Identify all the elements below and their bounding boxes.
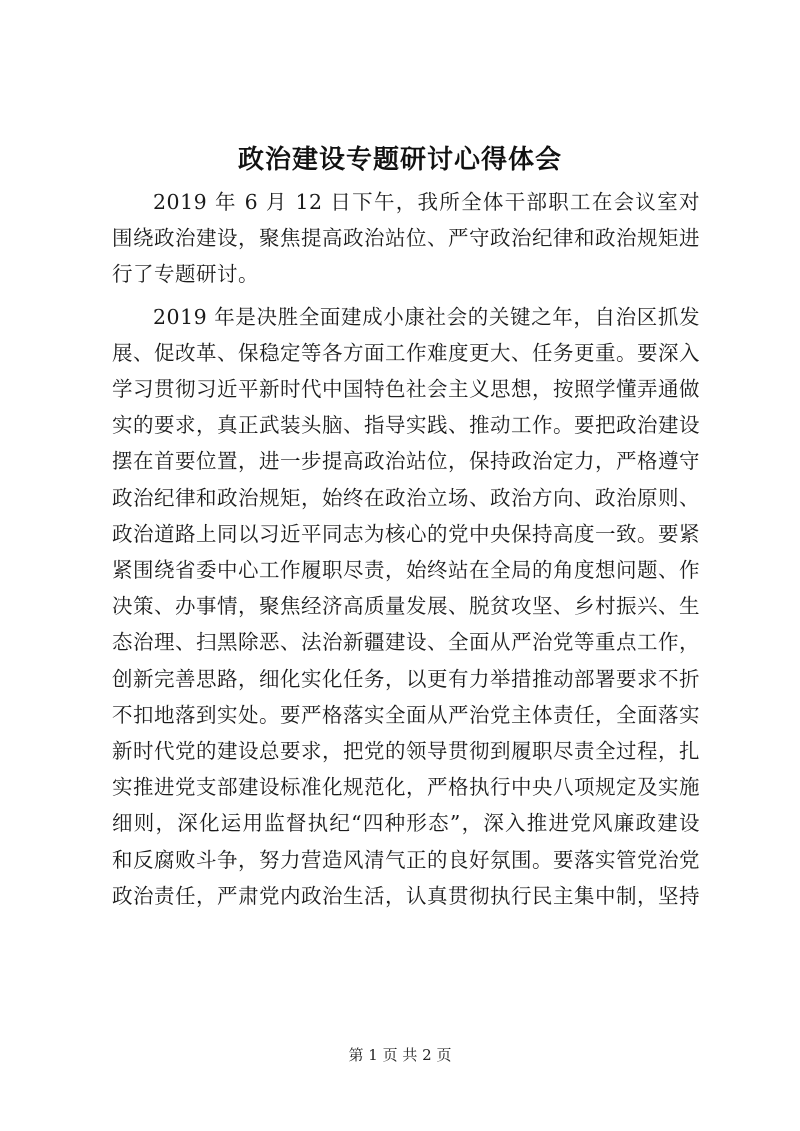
document-title: 政治建设专题研讨心得体会: [237, 145, 562, 175]
document-body: [112, 184, 700, 914]
paragraph-main: 2019 年是决胜全面建成小康社会的关键之年，自治区抓发展、促改革、保稳定等各方面工作难度更大、任务更重。要深入学习贯彻习近平新时代中国特色社会主义思想，按照学懂弄通做实的要求，真正武装头脑、指导实践、推动工作。要把政治建设摆在首要位置，进一步提高政治站位，保持政治定力，严格遵守政治纪律和政治规矩，始终在政治立场、政治方向、政治原则、政治道路上同以习近平同志为核心的党中央保持高度一致。要紧紧围绕省委中心工作履职尽责，始终站在全局的角度想问题、作决策、办事情，聚焦经济高质量发展、脱贫攻坚、乡村振兴、生态治理、扫黑除恶、法治新疆建设、全面从严治党等重点工作，创新完善思路，细化实化任务，以更有力举措推动部署要求不折不扣地落到实处。要严格落实全面从严治党主体责任，全面落实新时代党的建设总要求，把党的领导贯彻到履职尽责全过程，扎实推进党支部建设标准化规范化，严格执行中央八项规定及实施细则，深化运用监督执纪“四种形态”，深入推进党风廉政建设和反腐败斗争，努力营造风清气正的良好氛围。要落实管党治党政治责任，严肃党内政治生活，认真贯彻执行民主集中制，坚持: [112, 304, 700, 908]
paragraph-intro: 2019 年 6 月 12 日下午，我所全体干部职工在会议室对围绕政治建设，聚焦提高政治站位、严守政治纪律和政治规矩进行了专题研讨。: [112, 190, 700, 287]
page-footer: 第 1 页 共 2 页: [348, 1046, 452, 1064]
